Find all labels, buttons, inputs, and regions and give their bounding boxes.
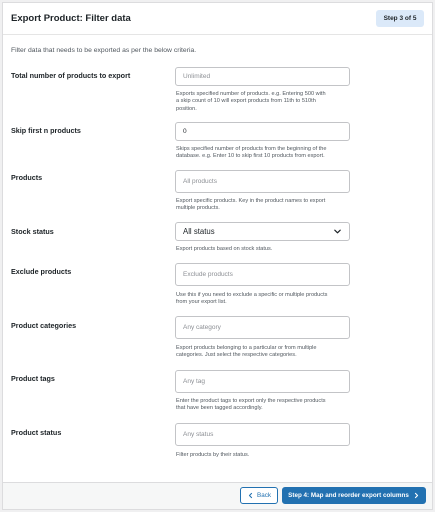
exclude-products-label: Exclude products <box>11 267 72 276</box>
next-step-button-label: Step 4: Map and reorder export columns <box>288 492 409 499</box>
skip-products-label: Skip first n products <box>11 126 81 135</box>
stock-status-help: Export products based on stock status. <box>176 246 273 252</box>
products-label: Products <box>11 173 43 182</box>
step-badge: Step 3 of 5 <box>376 10 424 27</box>
panel-header <box>3 3 432 35</box>
product-tags-label: Product tags <box>11 374 55 383</box>
products-help: Export specific products. Key in the product names to export multiple products. <box>176 198 326 212</box>
stock-status-label: Stock status <box>11 227 54 236</box>
skip-products-help: Skips specified number of products from the beginning of the database. e.g. Enter 10 to skip first 10 products from export. <box>176 146 327 160</box>
exclude-products-help: Use this if you need to exclude a specific or multiple products from your export list. <box>176 292 328 306</box>
product-categories-label: Product categories <box>11 321 77 330</box>
intro-text: Filter data that needs to be exported as per the below criteria. <box>11 47 197 54</box>
panel-footer <box>3 482 432 509</box>
exclude-products-input[interactable] <box>175 263 350 286</box>
chevron-down-icon <box>333 227 342 236</box>
page-title: Export Product: Filter data <box>11 13 131 24</box>
product-status-input[interactable] <box>175 423 350 446</box>
total-products-input[interactable] <box>175 67 350 86</box>
export-panel <box>2 2 433 510</box>
stock-status-value: All status <box>183 227 215 236</box>
chevron-left-icon <box>247 492 254 499</box>
chevron-right-icon <box>413 492 420 499</box>
product-status-help: Filter products by their status. <box>176 452 250 458</box>
product-categories-input[interactable] <box>175 316 350 339</box>
product-tags-input[interactable] <box>175 370 350 393</box>
product-status-label: Product status <box>11 428 62 437</box>
products-input[interactable] <box>175 170 350 193</box>
stock-status-select[interactable] <box>175 222 350 241</box>
product-tags-help: Enter the product tags to export only the respective products that have been tagged accordingly. <box>176 398 326 412</box>
product-categories-help: Export products belonging to a particular or from multiple categories. Just select the respective categories. <box>176 345 317 359</box>
next-step-button[interactable] <box>282 487 426 504</box>
skip-products-input[interactable] <box>175 122 350 141</box>
back-button-label: Back <box>257 492 271 499</box>
back-button[interactable] <box>240 487 278 504</box>
total-products-help: Exports specified number of products. e.g. Entering 500 with a skip count of 10 will export products from 11th to 510th position. <box>176 91 326 112</box>
total-products-label: Total number of products to export <box>11 71 131 80</box>
